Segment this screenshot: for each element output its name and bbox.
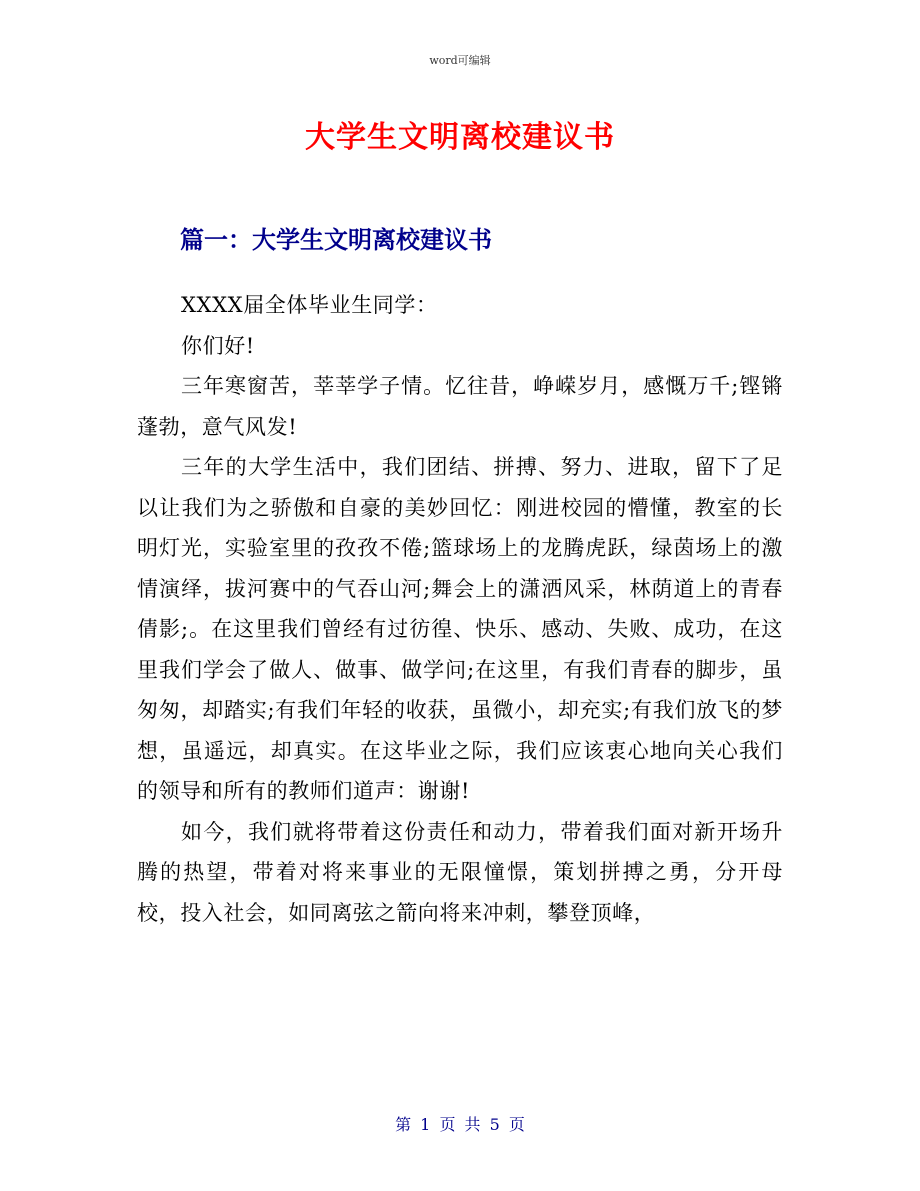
- document-body: [137, 285, 783, 933]
- page-number-footer: 第 1 页 共 5 页: [395, 1115, 525, 1134]
- body-paragraph: 三年的大学生活中，我们团结、拼搏、努力、进取，留下了足以让我们为之骄傲和自豪的美妙回忆：刚进校园的懵懂，教室的长明灯光，实验室里的孜孜不倦;篮球场上的龙腾虎跃，绿茵场上的激情演绎，拔河赛中的气吞山河;舞会上的潇洒风采，林荫道上的青春倩影;。在这里我们曾经有过彷徨、快乐、感动、失败、成功，在这里我们学会了做人、做事、做学问;在这里，有我们青春的脚步，虽匆匆，却踏实;有我们年轻的收获，虽微小，却充实;有我们放飞的梦想，虽遥远，却真实。在这毕业之际，我们应该衷心地向关心我们的领导和所有的教师们道声：谢谢!: [137, 455, 783, 803]
- section-heading: 篇一：大学生文明离校建议书: [180, 226, 492, 254]
- document-title: 大学生文明离校建议书: [305, 120, 615, 155]
- document-header-note: word可编辑: [429, 54, 491, 67]
- body-paragraph: 三年寒窗苦，莘莘学子情。忆往昔，峥嵘岁月，感慨万千;铿锵蓬勃，意气风发!: [137, 374, 783, 439]
- body-paragraph: 如今，我们就将带着这份责任和动力，带着我们面对新开场升腾的热望，带着对将来事业的无限憧憬，策划拼搏之勇，分开母校，投入社会，如同离弦之箭向将来冲刺，攀登顶峰，: [137, 819, 783, 925]
- greeting-paragraph: 你们好!: [181, 333, 255, 358]
- salutation-paragraph: XXXX届全体毕业生同学：: [181, 293, 438, 317]
